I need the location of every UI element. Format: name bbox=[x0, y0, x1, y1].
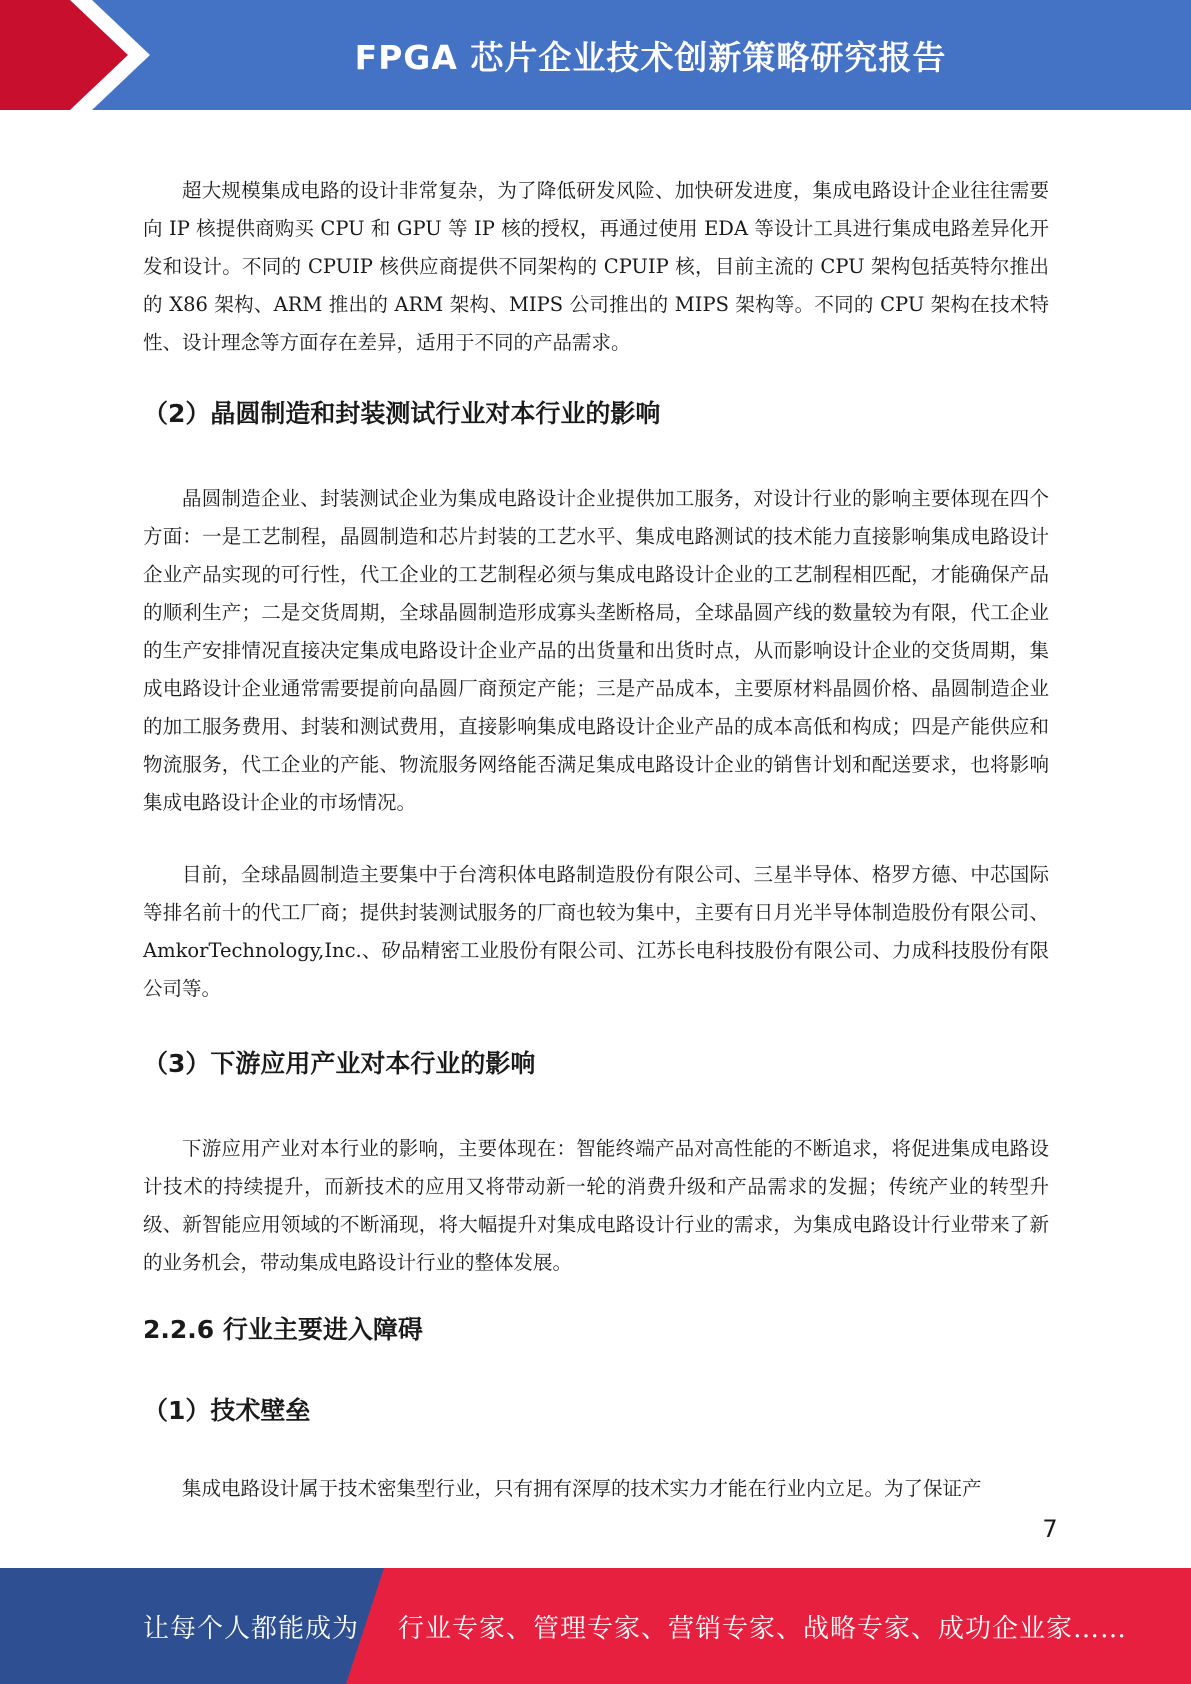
footer-slogan-left: 让每个人都能成为 bbox=[143, 1613, 360, 1644]
body-paragraph: 目前，全球晶圆制造主要集中于台湾积体电路制造股份有限公司、三星半导体、格罗方德、中芯国际等排名前十的代工厂商；提供封装测试服务的厂商也较为集中，主要有日月光半导体制造股份有限公司、AmkorTechnology,Inc.、矽品精密工业股份有限公司、江苏长电科技股份有限公司、力成科技股份有限公司等。 bbox=[143, 863, 1049, 1000]
section-heading: （2）晶圆制造和封装测试行业对本行业的影响 bbox=[143, 399, 661, 428]
chapter-heading: 2.2.6 行业主要进入障碍 bbox=[143, 1315, 423, 1344]
page-header-banner bbox=[0, 0, 1191, 110]
page-number: 7 bbox=[1042, 1515, 1058, 1543]
section-heading: （1）技术壁垒 bbox=[143, 1396, 311, 1425]
body-paragraph: 晶圆制造企业、封装测试企业为集成电路设计企业提供加工服务，对设计行业的影响主要体现在四个方面：一是工艺制程，晶圆制造和芯片封装的工艺水平、集成电路测试的技术能力直接影响集成电路设计企业产品实现的可行性，代工企业的工艺制程必须与集成电路设计企业的工艺制程相匹配，才能确保产品的顺利生产；二是交货周期，全球晶圆制造形成寡头垄断格局，全球晶圆产线的数量较为有限，代工企业的生产安排情况直接决定集成电路设计企业产品的出货量和出货时点，从而影响设计企业的交货周期，集成电路设计企业通常需要提前向晶圆厂商预定产能；三是产品成本，主要原材料晶圆价格、晶圆制造企业的加工服务费用、封装和测试费用，直接影响集成电路设计企业产品的成本高低和构成；四是产能供应和物流服务，代工企业的产能、物流服务网络能否满足集成电路设计企业的销售计划和配送要求，也将影响集成电路设计企业的市场情况。 bbox=[143, 487, 1049, 814]
body-paragraph: 下游应用产业对本行业的影响，主要体现在：智能终端产品对高性能的不断追求，将促进集成电路设计技术的持续提升，而新技术的应用又将带动新一轮的消费升级和产品需求的发掘；传统产业的转型升级、新智能应用领域的不断涌现，将大幅提升对集成电路设计行业的需求，为集成电路设计行业带来了新的业务机会，带动集成电路设计行业的整体发展。 bbox=[143, 1137, 1049, 1274]
document-title: FPGA 芯片企业技术创新策略研究报告 bbox=[354, 37, 947, 77]
section-heading: （3）下游应用产业对本行业的影响 bbox=[143, 1049, 536, 1078]
page-footer-banner bbox=[0, 1568, 1191, 1684]
body-paragraph: 集成电路设计属于技术密集型行业，只有拥有深厚的技术实力才能在行业内立足。为了保证产 bbox=[182, 1477, 982, 1500]
body-paragraph: 超大规模集成电路的设计非常复杂，为了降低研发风险、加快研发进度，集成电路设计企业往往需要向 IP 核提供商购买 CPU 和 GPU 等 IP 核的授权，再通过使用 EDA 等设计工具进行集成电路差异化开发和设计。不同的 CPUIP 核供应商提供不同架构的 CPUIP 核，目前主流的 CPU 架构包括英特尔推出的 X86 架构、ARM 推出的 ARM 架构、MIPS 公司推出的 MIPS 架构等。不同的 CPU 架构在技术特性、设计理念等方面存在差异，适用于不同的产品需求。 bbox=[143, 179, 1049, 354]
footer-slogan-right: 行业专家、管理专家、营销专家、战略专家、成功企业家…… bbox=[398, 1613, 1128, 1644]
